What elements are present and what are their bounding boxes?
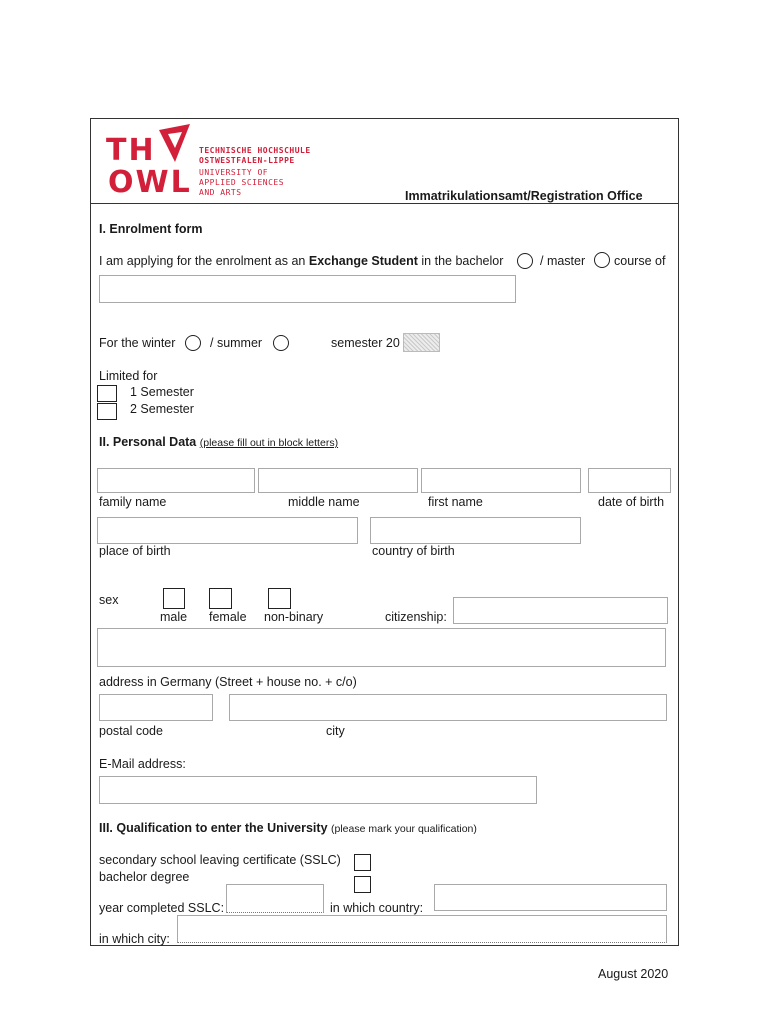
female-label: female <box>209 610 247 624</box>
in-which-city-label: in which city: <box>99 932 170 946</box>
postal-code-input[interactable] <box>99 694 213 721</box>
family-name-label: family name <box>99 495 167 509</box>
logo-name-3: UNIVERSITY OF <box>199 168 269 177</box>
sslc-checkbox[interactable] <box>354 854 371 871</box>
two-semester-label: 2 Semester <box>130 402 194 416</box>
for-the-winter-label: For the winter <box>99 336 176 350</box>
non-binary-checkbox[interactable] <box>268 588 291 609</box>
section-2-heading: II. Personal Data (please fill out in block letters) <box>99 435 339 449</box>
citizenship-label: citizenship: <box>385 610 447 624</box>
limited-for-label: Limited for <box>99 369 158 383</box>
in-which-country-label: in which country: <box>330 901 424 915</box>
middle-name-input[interactable] <box>258 468 418 493</box>
date-of-birth-label: date of birth <box>598 495 665 509</box>
address-label: address in Germany (Street + house no. + c/o) <box>99 675 357 689</box>
year-completed-input[interactable] <box>226 884 324 913</box>
semester-20-label: semester 20 <box>331 336 400 350</box>
sslc-label: secondary school leaving certificate (SSLC) <box>99 853 341 867</box>
non-binary-label: non-binary <box>264 610 324 624</box>
citizenship-input[interactable] <box>453 597 668 624</box>
family-name-input[interactable] <box>97 468 255 493</box>
city-of-qualification-input[interactable] <box>177 915 667 943</box>
course-input[interactable] <box>99 275 516 303</box>
country-of-birth-input[interactable] <box>370 517 581 544</box>
footer-date: August 2020 <box>598 967 669 981</box>
email-input[interactable] <box>99 776 537 804</box>
master-label: / master <box>540 254 586 268</box>
male-checkbox[interactable] <box>163 588 185 609</box>
address-input[interactable] <box>97 628 666 667</box>
place-of-birth-label: place of birth <box>99 544 171 558</box>
one-semester-checkbox[interactable] <box>97 385 117 402</box>
first-name-input[interactable] <box>421 468 581 493</box>
two-semester-checkbox[interactable] <box>97 403 117 420</box>
logo-name-5: AND ARTS <box>199 188 242 197</box>
one-semester-label: 1 Semester <box>130 385 194 399</box>
logo-th: TH <box>106 133 156 168</box>
logo-name-2: OSTWESTFALEN-LIPPE <box>199 156 295 165</box>
section-3-heading: III. Qualification to enter the University (please mark your qualification) <box>99 821 477 835</box>
postal-code-label: postal code <box>99 724 163 738</box>
city-input[interactable] <box>229 694 667 721</box>
female-checkbox[interactable] <box>209 588 232 609</box>
office-title: Immatrikulationsamt/Registration Office <box>405 189 643 203</box>
applying-text: I am applying for the enrolment as an Exchange Student in the bachelor <box>99 254 504 268</box>
logo-owl: OWL <box>108 165 192 200</box>
course-of-label: course of <box>614 254 666 268</box>
middle-name-label: middle name <box>288 495 360 509</box>
place-of-birth-input[interactable] <box>97 517 358 544</box>
logo-name-1: TECHNISCHE HOCHSCHULE <box>199 146 311 155</box>
bachelor-degree-checkbox[interactable] <box>354 876 371 893</box>
first-name-label: first name <box>428 495 483 509</box>
bachelor-radio[interactable] <box>517 253 533 269</box>
section-1-title: I. Enrolment form <box>99 222 203 236</box>
male-label: male <box>160 610 188 624</box>
semester-year-input[interactable] <box>403 333 440 352</box>
year-completed-label: year completed SSLC: <box>99 901 225 915</box>
master-radio[interactable] <box>594 252 610 268</box>
bachelor-degree-label: bachelor degree <box>99 870 190 884</box>
logo-name-4: APPLIED SCIENCES <box>199 178 285 187</box>
email-label: E-Mail address: <box>99 757 186 771</box>
date-of-birth-input[interactable] <box>588 468 671 493</box>
country-input[interactable] <box>434 884 667 911</box>
summer-label: / summer <box>210 336 263 350</box>
winter-radio[interactable] <box>185 335 201 351</box>
sex-label: sex <box>99 593 119 607</box>
summer-radio[interactable] <box>273 335 289 351</box>
city-label: city <box>326 724 345 738</box>
country-of-birth-label: country of birth <box>372 544 455 558</box>
